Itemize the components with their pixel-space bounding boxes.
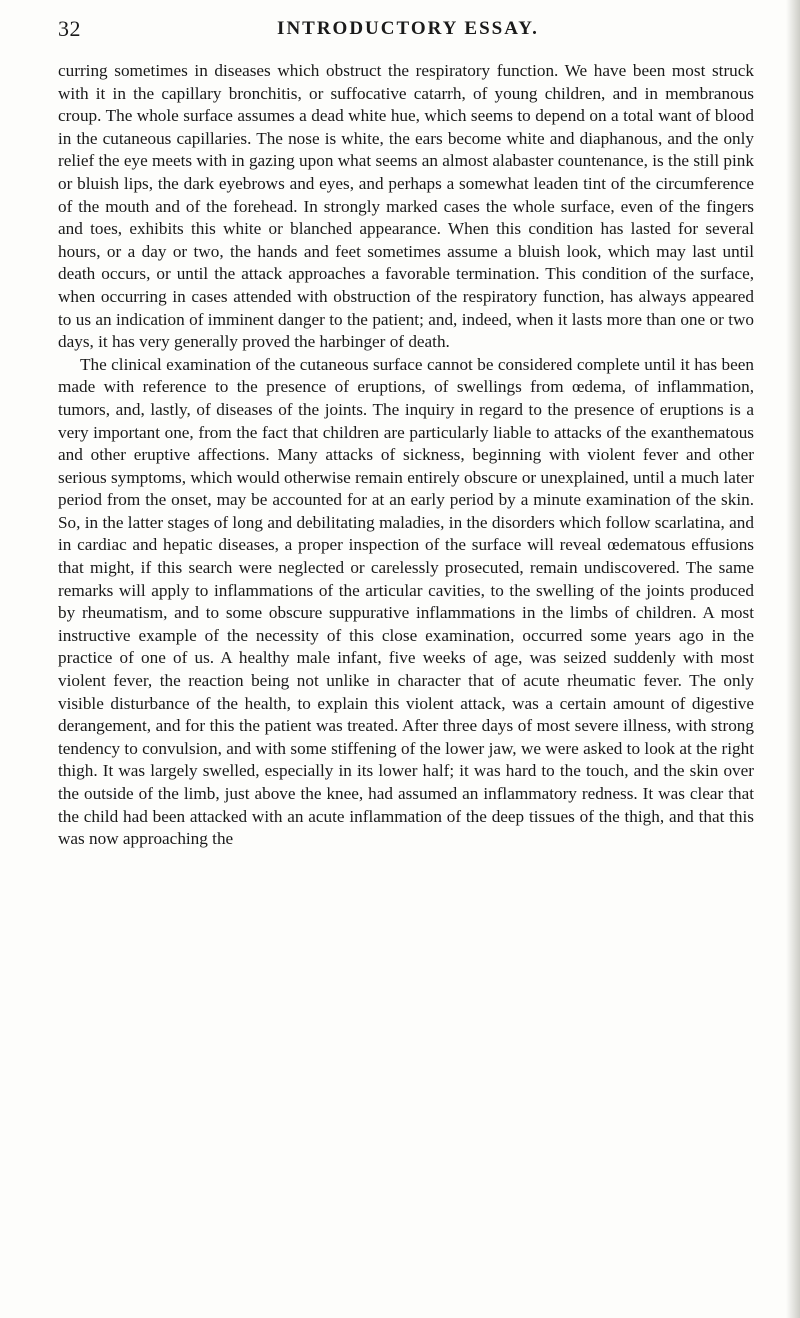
body-text — [58, 60, 754, 851]
page-edge-shadow — [786, 0, 800, 1318]
paragraph: curring sometimes in diseases which obstruct the respiratory function. We have been most struck with it in the capillary bronchitis, or suffocative catarrh, of young children, and in membranous croup. The whole surface assumes a dead white hue, which seems to depend on a total want of blood in the cutaneous capillaries. The nose is white, the ears become white and diaphanous, and the only relief the eye meets with in gazing upon what seems an almost alabaster countenance, is the still pink or bluish lips, the dark eyebrows and eyes, and perhaps a somewhat leaden tint of the circumference of the mouth and of the forehead. In strongly marked cases the whole surface, even of the fingers and toes, exhibits this white or blanched appearance. When this condition has lasted for several hours, or a day or two, the hands and feet sometimes assume a bluish look, which may last until death occurs, or until the attack approaches a favorable termination. This condition of the surface, when occurring in cases attended with obstruction of the respiratory function, has always appeared to us an indication of imminent danger to the patient; and, indeed, when it lasts more than one or two days, it has very generally proved the harbinger of death. — [58, 61, 754, 352]
running-head: INTRODUCTORY ESSAY. — [277, 18, 539, 39]
page-number: 32 — [58, 16, 81, 41]
page-header — [58, 16, 758, 50]
paragraph: The clinical examination of the cutaneous surface cannot be considered complete until it has been made with reference to the presence of eruptions, of swellings from œdema, of inflammation, tumors, and, lastly, of diseases of the joints. The inquiry in regard to the presence of eruptions is a very important one, from the fact that children are particularly liable to attacks of the exanthematous and other eruptive affections. Many attacks of sickness, beginning with violent fever and other serious symptoms, which would otherwise remain entirely obscure or unexplained, until a much later period from the onset, may be accounted for at an early period by a minute examination of the skin. So, in the latter stages of long and debilitating maladies, in the disorders which follow scarlatina, and in cardiac and hepatic diseases, a proper inspection of the surface will reveal œdematous effusions that might, if this search were neglected or carelessly prosecuted, remain undiscovered. The same remarks will apply to inflammations of the articular cavities, to the swelling of the joints produced by rheumatism, and to some obscure suppurative inflammations in the limbs of children. A most instructive example of the necessity of this close examination, occurred some years ago in the practice of one of us. A healthy male infant, five weeks of age, was seized suddenly with most violent fever, the reaction being not unlike in character that of acute rheumatic fever. The only visible disturbance of the health, to explain this violent attack, was a certain amount of digestive derangement, and for this the patient was treated. After three days of most severe illness, with strong tendency to convulsion, and with some stiffening of the lower jaw, we were asked to look at the right thigh. It was largely swelled, especially in its lower half; it was hard to the touch, and the skin over the outside of the limb, just above the knee, had assumed an inflammatory redness. It was clear that the child had been attacked with an acute inflammation of the deep tissues of the thigh, and that this was now approaching the — [58, 354, 754, 849]
